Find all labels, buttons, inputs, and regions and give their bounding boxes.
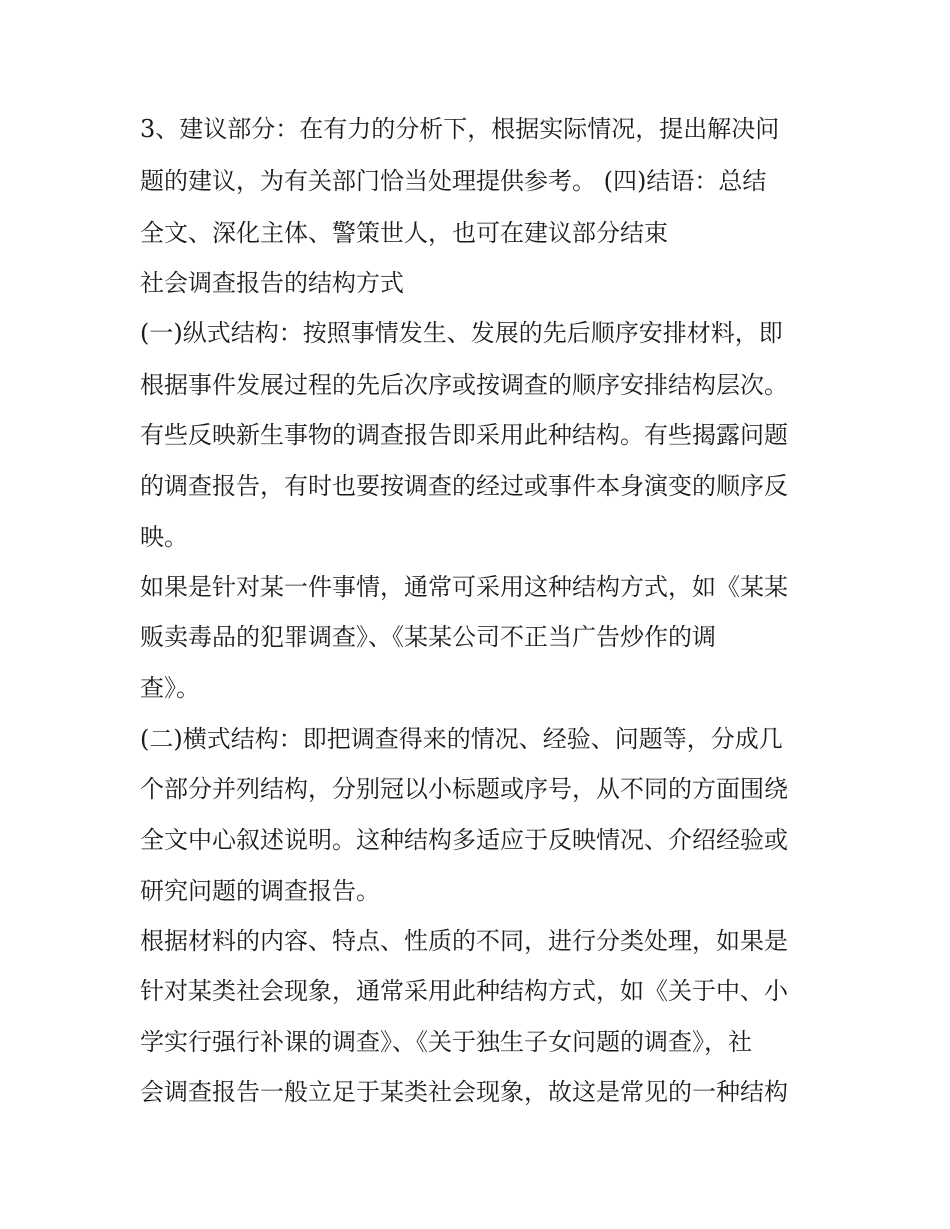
text-line: 学实行强行补课的调查》、《关于独生子女问题的调查》，社	[140, 1028, 752, 1056]
text-line: 题的建议，为有关部门恰当处理提供参考。 (四)结语：总结	[140, 167, 767, 195]
text-line: 根据事件发展过程的先后次序或按调查的顺序安排结构层次。	[140, 371, 788, 399]
text-line: 有些反映新生事物的调查报告即采用此种结构。有些揭露问题	[140, 421, 788, 449]
text-line: 个部分并列结构，分别冠以小标题或序号，从不同的方面围绕	[140, 775, 788, 803]
text-line: 映。	[140, 523, 188, 551]
text-line: 查》。	[140, 674, 200, 702]
text-line: 针对某类社会现象，通常采用此种结构方式，如《关于中、小	[140, 977, 788, 1005]
text-line: 全文、深化主体、警策世人，也可在建议部分结束	[140, 219, 668, 247]
text-line: 贩卖毒品的犯罪调查》、《某某公司不正当广告炒作的调	[140, 623, 716, 651]
text-line: 全文中心叙述说明。这种结构多适应于反映情况、介绍经验或	[140, 826, 788, 854]
text-line: 会调查报告一般立足于某类社会现象，故这是常见的一种结构	[140, 1078, 788, 1106]
section-heading: 社会调查报告的结构方式	[140, 269, 404, 297]
text-line: (二)横式结构：即把调查得来的情况、经验、问题等，分成几	[140, 725, 783, 753]
text-line: 的调查报告，有时也要按调查的经过或事件本身演变的顺序反	[140, 472, 788, 500]
text-line: 如果是针对某一件事情，通常可采用这种结构方式，如《某某	[140, 573, 788, 601]
text-line: 研究问题的调查报告。	[140, 877, 380, 905]
text-line: (一)纵式结构：按照事情发生、发展的先后顺序安排材料，即	[140, 319, 783, 347]
text-line: 3、建议部分：在有力的分析下，根据实际情况，提出解决问	[140, 115, 780, 143]
text-line: 根据材料的内容、特点、性质的不同，进行分类处理，如果是	[140, 927, 788, 955]
